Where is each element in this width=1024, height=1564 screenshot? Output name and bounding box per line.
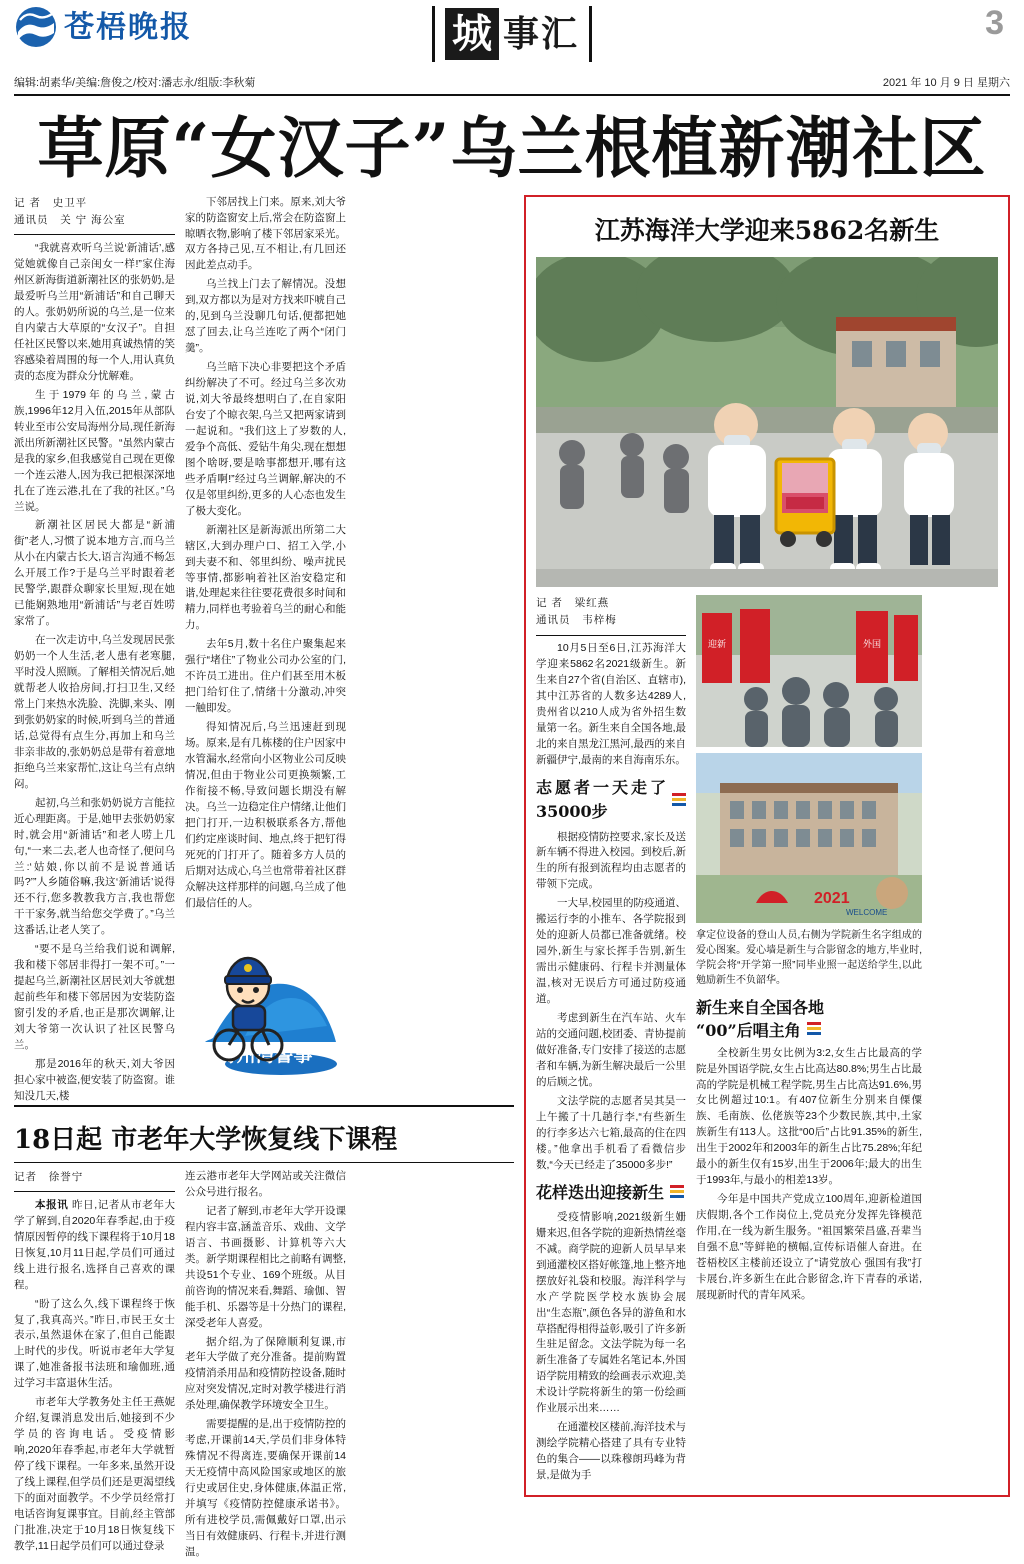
story3-paragraph: 今年是中国共产党成立100周年,迎新检道国庆假期,各个工作岗位上,党员充分发挥先锋模范作用,在一线为新生服务。“祖国繁荣昌盛,吾辈当自强不息”等鲜艳的横幅,宣传标语催人奋进。在苍梧校区主楼前还设立了“请党放心 强国有我”打卡展台,许多新生在此合影留念,许下青春的承诺,展现新时代的青年风采。 bbox=[696, 1193, 922, 1301]
story2-block bbox=[14, 1105, 526, 1564]
story2-lead-text: 昨日,记者从市老年大学了解到,自2020年春季起,由于疫情原因暂停的线下课程将于10月18日恢复,10月11日起,学员们可通过线上进行报名,选择自己喜欢的课程。 bbox=[14, 1198, 176, 1291]
story3-correspondent-line bbox=[536, 612, 686, 630]
decor-bars-icon bbox=[670, 1185, 684, 1200]
story3-subhead-1-text: 志愿者一天走了35000步 bbox=[536, 777, 666, 822]
story3-paragraph: 根据疫情防控要求,家长及送新车辆不得进入校园。到校后,新生的所有报到流程均由志愿者的带领下完成。 bbox=[536, 830, 686, 891]
story1-paragraph: 起初,乌兰和张奶奶说方言能拉近心理距离。于是,她甲去张奶奶家时,就会用“新浦话”和老人唠上几句,“一来二去,老人也奇怪了,便问乌兰:‘姑娘,你以前不是说普通话吗?’”人乡随俗嘛,我这‘新浦话’说得还不行,您多教教我方言,我也帮您干干家务,就当给您交学费了。”乌兰这番话,让老人笑了。 bbox=[14, 796, 175, 937]
story1-paragraph: 生于1979年的乌兰,蒙古族,1996年12月入伍,2015年从部队转业至市公安局海州分局,现任新海派出所新潮社区民警。“虽然内蒙古是我的家乡,但我感觉自己现在更像一个连云港人,因为我已把根深深地扎在了连云港,扎在了我的社区。”乌兰说。 bbox=[14, 388, 175, 513]
story2-reporter-label: 记者 bbox=[14, 1171, 37, 1183]
story3-paragraph: 一大早,校园里的防疫通道、搬运行李的小推车、各学院报到处的迎新人员都已准备就绪。校园外,新生与家长挥手告别,新生需出示健康码、行程卡并测量体温,核对无误后方可通过防疫通道。 bbox=[536, 897, 686, 1006]
decor-bars-icon bbox=[807, 1022, 821, 1037]
story2-paragraph: 记者了解到,市老年大学开设课程内容丰富,涵盖音乐、戏曲、文学语言、书画摄影、计算机等六大类。新学期课程相比之前略有调整,共设51个专业、169个班级。从目前咨询的情况来看,舞蹈、瑜伽、智能手机、乐器等是十分热门的课程,深受老年人喜爱。 bbox=[185, 1204, 346, 1329]
svg-text:2021: 2021 bbox=[814, 889, 850, 907]
story3-subhead-3-line2: “00”后唱主角 bbox=[696, 1020, 801, 1040]
story3-subhead-2 bbox=[536, 1181, 686, 1205]
story3-column-2 bbox=[696, 595, 922, 1487]
story3-intro: 10月5日至6日,江苏海洋大学迎来5862名2021级新生。新生来自27个省(自治区、直辖市),其中江苏省的人数多达4289人,贵州省以210人成为省外招生数量第一名。新生来自全国各地,最北的来自黑龙江黑河,最西的来自新疆伊宁,最南的来自海南乐东。 bbox=[536, 642, 686, 766]
story3-reporter-label: 记 者 bbox=[536, 596, 563, 609]
story2-reporter-name: 徐誉宁 bbox=[48, 1171, 84, 1183]
story1-paragraph: 那是2016年的秋天,刘大爷因担心家中被盗,便安装了防盗窗。谁知没几天,楼 bbox=[14, 1057, 175, 1102]
story1-paragraph: 去年5月,数十名住户聚集起来强行“堵住”了物业公司办公室的门,不许员工进出。住户们甚至用木板把门给钉住了,情绪十分激动,冲突一触即发。 bbox=[185, 638, 346, 715]
wave-logo-icon bbox=[14, 6, 58, 48]
masthead bbox=[14, 0, 1010, 72]
page-title: 草原“女汉子”乌兰根植新潮社区 bbox=[37, 109, 987, 187]
story1-paragraph: 在一次走访中,乌兰发现居民张奶奶一个人生活,老人患有老寒腿,平时没人照顾。了解相关情况后,她就帮老人收拾房间,打扫卫生,又经常上门来热水洗脸、洗脚,来头、刚到张奶奶家的时候,听到乌兰的普通话,总觉得有点生分,再加上和乌兰非亲非故的,张奶奶总是带有着意地拒绝乌兰来家帮忙,这让乌兰有点纳闷。 bbox=[14, 634, 175, 790]
story1-paragraph: 乌兰暗下决心非要把这个矛盾纠纷解决了不可。经过乌兰多次劝说,刘大爷最终想明白了,在自家阳台安了个晾衣架,乌兰又把两家请到一起说和。“我们这上了岁数的人,爱争个高低、爱钻牛角尖,现在想想图个啥呀,要是啥事都想开,哪有这些矛盾啊!”经过乌兰调解,解决的不仅是邻里纠纷,更多的人心态也发生了极大变化。 bbox=[185, 361, 346, 517]
story2-paragraph: 需要提醒的是,出于疫情防控的考虑,开课前14天,学员们非身体特殊情况不得离连,要确保开课前14天无疫情中高风险国家或地区的旅行史或居住史,身体健康,体温正常,并填写《疫情防控健康承诺书》。所有进校学员,需佩戴好口罩,出示当日有效健康码、行程卡,并进行测温。 bbox=[185, 1418, 346, 1558]
story2-column-2 bbox=[185, 1169, 346, 1564]
story2-paragraph: 据介绍,为了保障顺利复课,市老年大学做了充分准备。提前购置疫情消杀用品和疫情防控设备,随时应对突发情况,定时对教学楼进行消杀处理,确保教学环境安全卫生。 bbox=[185, 1335, 346, 1412]
svg-text:海州湾警事: 海州湾警事 bbox=[217, 1043, 313, 1066]
paper-name: 苍梧晚报 bbox=[64, 9, 192, 45]
package-columns bbox=[536, 595, 998, 1487]
story2-paragraph: 连云港市老年大学网站或关注微信公众号进行报名。 bbox=[185, 1170, 346, 1198]
story1-reporter-name: 史卫平 bbox=[52, 196, 88, 209]
svg-text:外国: 外国 bbox=[862, 638, 882, 649]
story1-paragraph: “我就喜欢听乌兰说‘新浦话’,感觉她就像自己亲闺女一样!”家住海州区新海街道新潮社区的张奶奶,是最爱听乌兰用“新浦话”和自己聊天的人。张奶奶所说的乌兰,是一位来自内蒙古大草原的“女汉子”。自担任社区民警以来,她用真诚热情的笑容感染着周围的每一个人,用认真负责的态度为群众分忧解难。 bbox=[14, 242, 175, 382]
photo-welcome-banners bbox=[696, 595, 922, 747]
story2-lead-label: 本报讯 bbox=[35, 1198, 69, 1211]
story2-title: 18日起 市老年大学恢复线下课程 bbox=[14, 1125, 398, 1155]
story3-paragraph: 文法学院的志愿者吴其昊一上午搬了十几趟行李,“有些新生的行李多达六七箱,最高的住在四楼。”他拿出手机看了看微信步数,“今天已经走了35000多步!” bbox=[536, 1094, 686, 1171]
section-header bbox=[274, 6, 750, 62]
story2-paragraph: 市老年大学教务处主任王燕妮介绍,复课消息发出后,她接到不少学员的咨询电话。受疫情影响,2020年春季起,市老年大学就暂停了线下课程。一年多来,虽然开设了线上课程,但学员们还是更渴望线下的面对面教学。不少学员经常打电话咨询复课事宜。目前,经主管部门批准,决定于10月18日恢复线下教学,11日起学员们可以通过登录 bbox=[14, 1396, 175, 1552]
story3-paragraph: 在通灌校区楼前,海洋技术与测绘学院精心搭建了具有专业特色的集合——以珠穆朗玛峰为背景,是做为手 bbox=[536, 1421, 686, 1482]
story1-paragraph: 下邻居找上门来。原来,刘大爷家的防盗窗安上后,常会在防盗窗上晾晒衣物,影响了楼下邻居家采光。双方各持己见,互不相让,有几回还因此差点动手。 bbox=[185, 195, 346, 272]
story1-reporter-label: 记 者 bbox=[14, 196, 41, 209]
story3-subhead-2-text: 花样迭出迎接新生 bbox=[536, 1182, 665, 1202]
decor-bars-icon bbox=[672, 793, 686, 808]
issue-date: 2021 年 10 月 9 日 星期六 bbox=[882, 77, 1010, 89]
page-number: 3 bbox=[985, 4, 1004, 42]
svg-text:迎新: 迎新 bbox=[707, 638, 727, 649]
photo-campus-building bbox=[696, 753, 922, 923]
story3-correspondent-name: 韦梓梅 bbox=[582, 614, 617, 627]
story3-paragraph: 考虑到新生在汽车站、火车站的交通问题,校团委、青协提前做好准备,专门安排了接送的志愿者和车辆,为新生解决最后一公里的后顾之忧。 bbox=[536, 1012, 686, 1088]
story1-correspondent-label: 通讯员 bbox=[14, 214, 49, 227]
story3-column-1 bbox=[536, 595, 686, 1487]
story3-subhead-1 bbox=[536, 776, 686, 825]
story3-paragraph: 受疫情影响,2021级新生姗姗来迟,但各学院的迎新热情丝毫不减。商学院的迎新人员早早来到通灌校区搭好帐篷,地上整齐地摆放好礼袋和校服。海洋科学与水产学院医学校水族协会展出“生态瓶”,颜色各异的游鱼和水草搭配得相得益彰,吸引了许多新生驻足留念。文法学院为每一名新生准备了专属姓名笔记本,外国语学院用精致的绘画表示欢迎,美术设计学院将新生的第一份绘画作业展示出来…… bbox=[536, 1210, 686, 1415]
story1-paragraph: “要不是乌兰给我们说和调解,我和楼下邻居非得打一架不可。”一提起乌兰,新潮社区居民刘大爷就想起前些年和楼下邻居因为安装防盗窗引发的矛盾,也正是那次调解,让刘大爷第一次认识了社区民警乌兰。 bbox=[14, 943, 175, 1051]
story3-reporter-line bbox=[536, 595, 686, 613]
story1-correspondent-line bbox=[14, 212, 175, 230]
story2-paragraph: “盼了这么久,线下课程终于恢复了,我真高兴。”昨日,市民王女士表示,虽然退休在家了,但自己能跟上时代的步伐。听说市老年大学复课了,她准备报书法班和瑜伽班,通过学习丰富退休生活。 bbox=[14, 1297, 175, 1390]
story3-subhead-3 bbox=[696, 995, 922, 1041]
credits-row bbox=[14, 74, 1010, 96]
story1-correspondent-name: 关 宁 海公室 bbox=[60, 214, 126, 227]
story3-subhead-3-line1: 新生来自全国各地 bbox=[696, 997, 825, 1017]
story1-paragraph: 乌兰找上门去了解情况。没想到,双方都以为是对方找来吓唬自己的,见到乌兰没聊几句话,便都把她怼了回去,让乌兰连吃了两个“闭门羹”。 bbox=[185, 278, 346, 355]
page-number-area bbox=[750, 6, 1010, 40]
editor-credits: 编辑:胡素华/美编:詹俊之/校对:潘志永/组版:李秋菊 bbox=[14, 77, 256, 89]
university-package bbox=[524, 195, 1010, 1497]
story3-correspondent-label: 通讯员 bbox=[536, 614, 571, 627]
story2-paragraph bbox=[14, 1198, 175, 1294]
story1-reporter-line bbox=[14, 195, 175, 213]
story3-title: 江苏海洋大学迎来5862名新生 bbox=[594, 215, 940, 245]
section-char: 城 bbox=[445, 8, 499, 60]
svg-text:WELCOME: WELCOME bbox=[846, 907, 888, 917]
story1-paragraph: 新潮社区是新海派出所第二大辖区,大到办理户口、招工入学,小到夫妻不和、邻里纠纷、噪声扰民等事情,都影响着社区治安稳定和谐,处理起来往往要花费很多时间和精力,同样也考验着乌兰的耐心和能力。 bbox=[185, 523, 346, 632]
story3-reporter-name: 梁红燕 bbox=[574, 596, 610, 609]
section-rest: 事汇 bbox=[502, 13, 579, 55]
story1-paragraph: 新潮社区居民大都是“新浦街”老人,习惯了说本地方言,而乌兰从小在内蒙古长大,语言沟通不畅怎么开展工作?于是乌兰平时跟着老民警学,跟群众聊家长里短,现在她已能娴熟地用“新浦话”与老百姓唠家常了。 bbox=[14, 519, 175, 628]
photo-new-students-arriving bbox=[536, 257, 998, 587]
story2-reporter-line bbox=[14, 1169, 175, 1187]
paper-logo bbox=[14, 6, 274, 48]
story1-paragraph: 得知情况后,乌兰迅速赶到现场。原来,是有几栋楼的住户因家中水管漏水,经常向小区物业公司反映情况,但由于物业公司更换频繁,工作衔接不畅,导致问题长期没有解决。乌兰一边稳定住户情绪,让他们把门打开,一边积极联系各方,帮他们约定座谈时间、地点,终于把钉得死死的门打开了。随着多方人员的后期对达成心,乌兰也常带着社区群众解决这样那样的问题,乌兰成了他们最信任的人。 bbox=[185, 721, 346, 909]
story2-column-1 bbox=[14, 1169, 175, 1564]
story3-paragraph: 全校新生男女比例为3:2,女生占比最高的学院是外国语学院,女生占比高达80.8%;男生占比最高的学院是机械工程学院,男生占比高达91.6%,男女比例超过10:1。有407位新生分别来自傈僳族、毛南族、仫佬族等23个少数民族,其中,土家族新生有113人。这批“00后”占比91.35%的新生,出生于2002年和2003年的新生占比75.28%;年纪最小的新生仅有15岁,出生于2006年;最大的出生于1993年,与最小的相差13岁。 bbox=[696, 1046, 922, 1187]
photo-caption: 拿定位设备的登山人员,右侧为学院新生名字组成的爱心图案。爱心墙是新生与合影留念的地方,毕业时,学院会将“开学第一照”同毕业照一起送给学生,以此勉励新生不负韶华。 bbox=[696, 929, 922, 986]
police-cartoon-illustration bbox=[185, 918, 346, 1088]
